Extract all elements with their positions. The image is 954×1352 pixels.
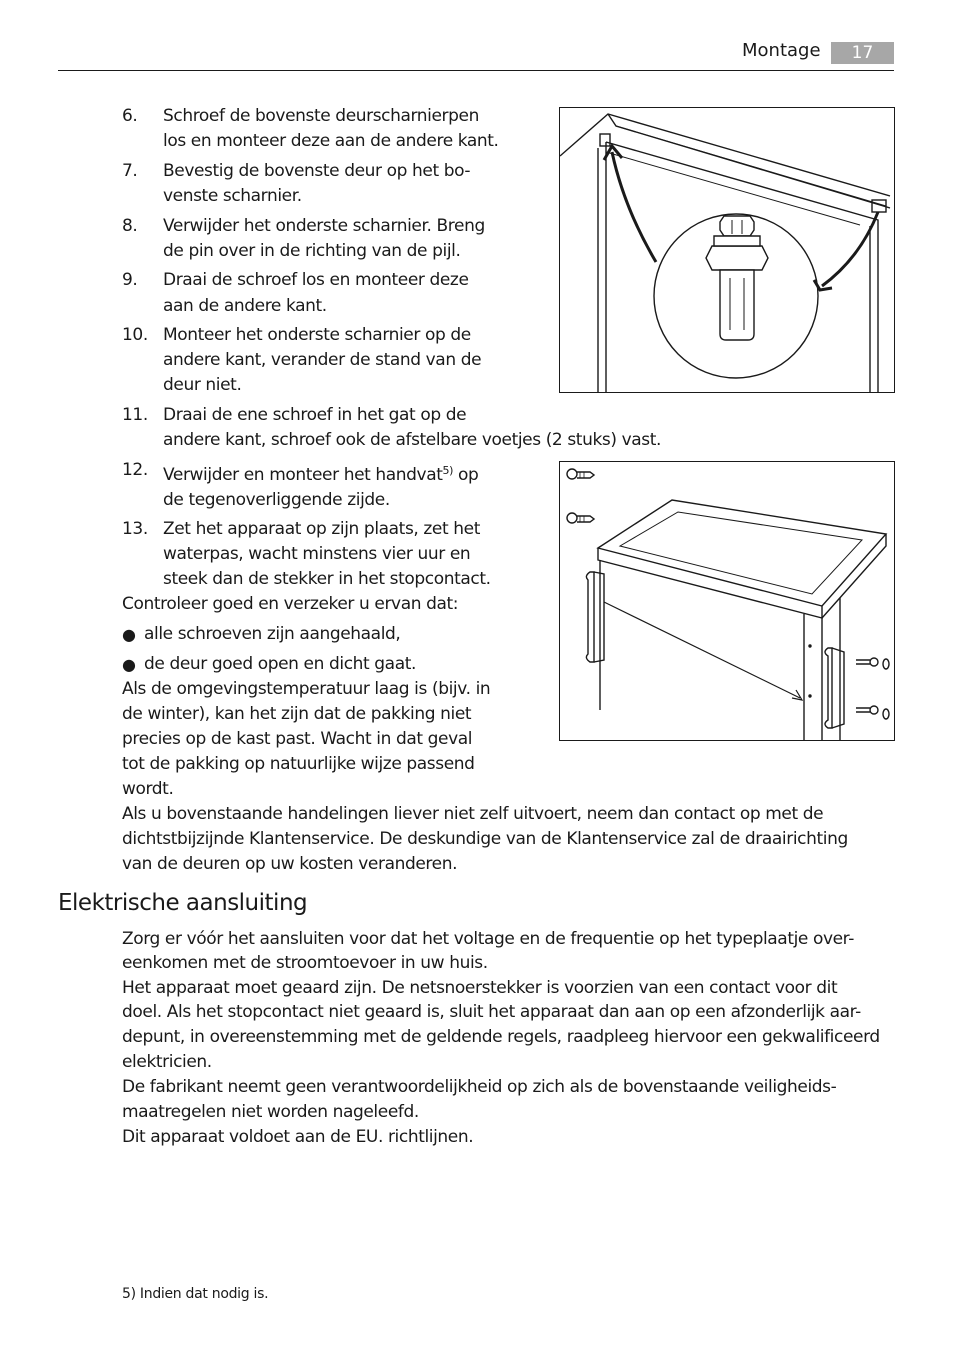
- step-number: 9.: [122, 270, 138, 290]
- step-text: andere kant, schroef ook de afstelbare voetjes (2 stuks) vast.: [163, 430, 661, 450]
- section-title: Elektrische aansluiting: [58, 890, 308, 916]
- step-text: Draai de ene schroef in het gat op de: [163, 405, 467, 425]
- note-text: Als de omgevingstemperatuur laag is (bijv. in: [122, 679, 491, 699]
- hinge-pin-illustration: [559, 107, 895, 393]
- step-text: Monteer het onderste scharnier op de: [163, 325, 471, 345]
- section-text: doel. Als het stopcontact niet geaard is, sluit het apparaat dan aan op een afzonderlijk aar-: [122, 1002, 861, 1022]
- step-text: Verwijder het onderste scharnier. Breng: [163, 216, 485, 236]
- step-text: deur niet.: [163, 375, 242, 395]
- bullet-text: de deur goed open en dicht gaat.: [144, 654, 416, 674]
- note-text: wordt.: [122, 779, 174, 799]
- step-text: Bevestig de bovenste deur op het bo-: [163, 161, 471, 181]
- note-text: precies op de kast past. Wacht in dat geval: [122, 729, 473, 749]
- handle-illustration: [559, 461, 895, 741]
- step-number: 13.: [122, 519, 148, 539]
- step-text: Schroef de bovenste deurscharnierpen: [163, 106, 479, 126]
- step-text-part: Verwijder en monteer het handvat: [163, 465, 443, 485]
- step-number: 11.: [122, 405, 148, 425]
- step-text: aan de andere kant.: [163, 296, 327, 316]
- step-text: waterpas, wacht minstens vier uur en: [163, 544, 471, 564]
- header-rule: [58, 70, 894, 71]
- step-text: [163, 463, 478, 488]
- page-number: 17: [831, 42, 894, 64]
- bullet-icon: ●: [122, 625, 136, 644]
- step-text: Draai de schroef los en monteer deze: [163, 270, 469, 290]
- step-text: steek dan de stekker in het stopcontact.: [163, 569, 491, 589]
- step-number: 12.: [122, 460, 148, 480]
- section-text: eenkomen met de stroomtoevoer in uw huis.: [122, 953, 488, 973]
- step-text: venste scharnier.: [163, 186, 302, 206]
- step-number: 8.: [122, 216, 138, 236]
- section-text: De fabrikant neemt geen verantwoordelijkheid op zich als de bovenstaande veiligheids-: [122, 1077, 837, 1097]
- service-text: Als u bovenstaande handelingen liever niet zelf uitvoert, neem dan contact op met de: [122, 804, 824, 824]
- step-number: 10.: [122, 325, 148, 345]
- step-text: Zet het apparaat op zijn plaats, zet het: [163, 519, 480, 539]
- service-text: van de deuren op uw kosten veranderen.: [122, 854, 458, 874]
- service-text: dichtstbijzijnde Klantenservice. De deskundige van de Klantenservice zal de draairichting: [122, 829, 848, 849]
- step-text: andere kant, verander de stand van de: [163, 350, 482, 370]
- section-text: elektricien.: [122, 1052, 212, 1072]
- step-text: los en monteer deze aan de andere kant.: [163, 131, 499, 151]
- section-text: depunt, in overeenstemming met de geldende regels, raadpleeg hiervoor een gekwalificeerd: [122, 1027, 880, 1047]
- section-text: Het apparaat moet geaard zijn. De netsnoerstekker is voorzien van een contact voor dit: [122, 978, 838, 998]
- step-text-part: op: [453, 465, 479, 485]
- screw-icon: [567, 469, 594, 479]
- bullet-icon: ●: [122, 655, 136, 674]
- step-text: de tegenoverliggende zijde.: [163, 490, 390, 510]
- header-section-label: Montage: [742, 40, 821, 61]
- step-number: 6.: [122, 106, 138, 126]
- section-text: Dit apparaat voldoet aan de EU. richtlijnen.: [122, 1127, 474, 1147]
- check-intro: Controleer goed en verzeker u ervan dat:: [122, 594, 459, 614]
- note-text: tot de pakking op natuurlijke wijze passend: [122, 754, 475, 774]
- step-number: 7.: [122, 161, 138, 181]
- section-text: Zorg er vóór het aansluiten voor dat het voltage en de frequentie op het typeplaatje over-: [122, 929, 854, 949]
- footnote: 5) Indien dat nodig is.: [122, 1286, 269, 1302]
- note-text: de winter), kan het zijn dat de pakking niet: [122, 704, 472, 724]
- step-text: de pin over in de richting van de pijl.: [163, 241, 461, 261]
- section-text: maatregelen niet worden nageleefd.: [122, 1102, 419, 1122]
- bullet-text: alle schroeven zijn aangehaald,: [144, 624, 401, 644]
- footnote-ref: 5): [442, 464, 454, 477]
